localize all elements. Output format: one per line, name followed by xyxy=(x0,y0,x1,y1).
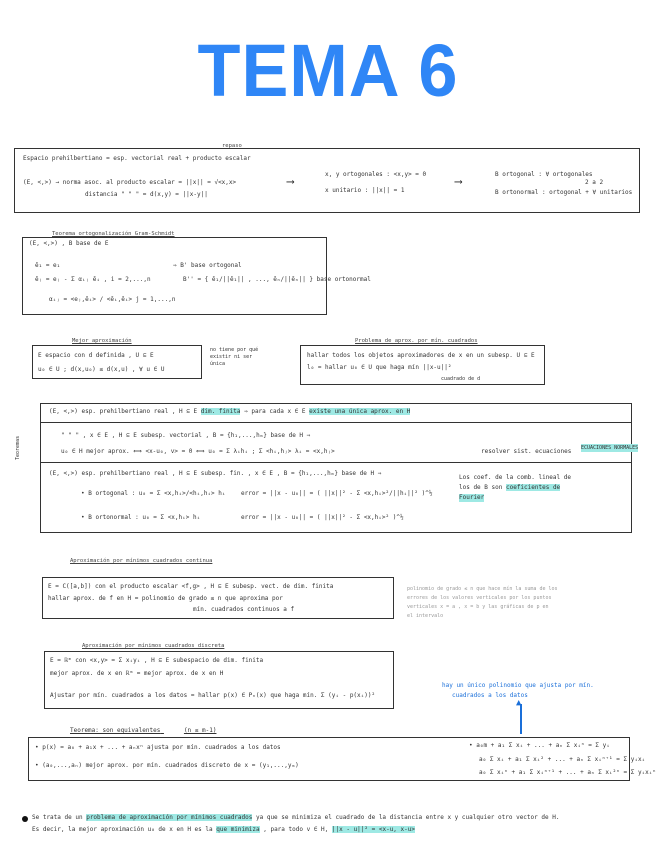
discrete-box xyxy=(44,651,394,709)
continuous-line2: hallar aprox. de f en H = polinomio de grado ≤ n que aproxima por xyxy=(48,595,283,602)
gs-result-orthonormal: B'' = { ē₁/||ē₁|| , ..., ēₙ/||ēₙ|| } base ortonormal xyxy=(183,276,371,283)
arrow-right-icon: ⟶ xyxy=(455,175,462,188)
equiv-statement-1: • p(x) = a₀ + a₁x + ... + aₙxⁿ ajusta por mín. cuadrados a los datos xyxy=(35,744,281,751)
equiv-eq-3: a₀ Σ xᵢⁿ + a₁ Σ xᵢⁿ⁺¹ + ... + aₙ Σ xᵢ²ⁿ = Σ yᵢxᵢⁿ xyxy=(479,769,656,776)
gs-step1: ē₁ = e₁ xyxy=(35,262,61,269)
fourier-note-2 xyxy=(459,484,560,492)
fourier-note-1: Los coef. de la comb. lineal de xyxy=(459,474,571,481)
least-squares-line2: l₀ = hallar u₀ ∈ U que haga mín ||x-u||² xyxy=(307,364,452,371)
equivalence-heading-sub: (n ≤ m-1) xyxy=(183,727,217,734)
gram-schmidt-box xyxy=(22,237,371,315)
thm1-dim-finite: dim. finita xyxy=(200,408,241,415)
equiv-eq-2: a₀ Σ xᵢ + a₁ Σ xᵢ² + ... + aₙ Σ xᵢⁿ⁺¹ = Σ yᵢxᵢ xyxy=(479,756,646,763)
discrete-line2: mejor aprox. de x en ℝᵐ = mejor aprox. de x en H xyxy=(50,670,224,677)
repaso-box xyxy=(14,148,640,213)
best-approx-line1: E espacio con d definida , U ⊆ E xyxy=(38,352,154,359)
continuous-side-2: errores de los valores verticales por los puntos xyxy=(407,595,552,601)
thm1-part-a: (E, <,>) esp. prehilbertiano real , H ⊆ E xyxy=(49,408,198,415)
best-approx-note: no tiene por qué existir ni ser única xyxy=(210,347,259,367)
prehilbert-definition: Espacio prehilbertiano = esp. vectorial real + producto escalar xyxy=(23,155,251,162)
bullet-icon xyxy=(22,816,28,822)
orthogonal-basis: B ortogonal : ∀ ortogonales xyxy=(495,171,593,178)
unique-poly-note-1: hay un único polinomio que ajusta por mín. xyxy=(442,682,594,689)
fourier-note-2a: los de B son xyxy=(459,484,503,491)
equivalence-heading-main: Teorema: son equivalentes xyxy=(70,727,161,734)
gs-coefficient: αᵢⱼ = <eⱼ,ēᵢ> / <ēᵢ,ēᵢ> j = 1,...,n xyxy=(49,296,176,303)
gs-step2: ēⱼ = eⱼ - Σ αᵢⱼ ēᵢ , i = 2,...,n xyxy=(35,276,151,283)
thm3-orthogonal: • B ortogonal : u₀ = Σ <x,hᵢ>/<hᵢ,hᵢ> hᵢ xyxy=(81,490,226,497)
least-squares-box xyxy=(300,345,545,385)
arrow-up-icon xyxy=(520,704,522,734)
orthogonal-definition: x, y ortogonales : <x,y> = 0 xyxy=(325,171,427,178)
least-squares-line1: hallar todos los objetos aproximadores de x en un subesp. U ⊆ E xyxy=(307,352,535,359)
discrete-heading: Aproximación por mínimos cuadrados discreta xyxy=(82,643,225,649)
theorems-side-label: Teoremas xyxy=(15,435,21,460)
orthogonal-basis-sub: 2 a 2 xyxy=(585,179,604,186)
unique-poly-note-2: cuadrados a los datos xyxy=(452,692,528,699)
continuous-side-1: polinomio de grado ≤ n que hace mín la suma de los xyxy=(407,586,558,592)
thm1-line xyxy=(49,408,410,416)
distance-definition: distancia " " " = d(x,y) = ||x-y|| xyxy=(85,191,208,198)
repaso-heading: repaso xyxy=(222,143,242,149)
fourier-word: Fourier xyxy=(459,494,485,501)
best-approx-heading: Mejor aproximación xyxy=(72,338,132,344)
footer-line2a: Es decir, la mejor aproximación u₀ de x en H es la xyxy=(32,826,213,833)
thm1-unique: existe una única aprox. en H xyxy=(309,408,411,415)
thm3-hypothesis: (E, <,>) esp. prehilbertiano real , H ⊆ E subesp. fin. , x ∈ E , B = {h₁,...,hₘ} base de H ⇒ xyxy=(49,470,382,477)
footer-post: ya que se minimiza el cuadrado de la distancia entre x y cualquier otro vector de H. xyxy=(256,814,560,821)
gram-schmidt-heading: Teorema ortogonalización Gram-Schmidt xyxy=(52,231,175,237)
footer-line2b: , para todo v ∈ H, xyxy=(263,826,329,833)
theorems-box xyxy=(40,403,639,533)
equiv-statement-2: • (a₀,...,aₙ) mejor aprox. por mín. cuadrados discreto de x = (y₁,...,yₘ) xyxy=(35,762,299,769)
thm2-solve: resolver sist. ecuaciones xyxy=(481,448,572,455)
gs-result-orthogonal: ⇒ B' base ortogonal xyxy=(173,262,242,269)
footer-line2-highlight: que minimiza xyxy=(216,826,260,833)
equiv-eq-1: • a₀m + a₁ Σ xᵢ + ... + aₙ Σ xᵢⁿ = Σ yᵢ xyxy=(469,742,610,749)
divider xyxy=(41,422,631,423)
equivalence-box xyxy=(28,737,656,781)
thm2-equivalence: u₀ ∈ H mejor aprox. ⟺ <x-u₀, v> = 0 ⟺ u₀ = Σ λᵢhᵢ ; Σ <hᵢ,hⱼ> λᵢ = <x,hⱼ> xyxy=(61,448,335,455)
page-title: TEMA 6 xyxy=(197,29,459,112)
continuous-heading: Aproximación por mínimos cuadrados continua xyxy=(70,558,213,564)
footer-highlight: problema de aproximación por mínimos cuadrados xyxy=(86,814,253,821)
arrow-right-icon: ⟶ xyxy=(287,175,294,188)
continuous-side-4: el intervalo xyxy=(407,613,444,619)
fourier-coefficients: coeficientes de xyxy=(505,484,561,491)
footer-line2 xyxy=(32,826,415,834)
footer-line2c: ||x - u||² = <x-u, x-u> xyxy=(331,826,415,833)
normal-equations: ECUACIONES NORMALES xyxy=(581,445,639,451)
least-squares-heading: Problema de aprox. por mín. cuadrados xyxy=(355,338,478,344)
thm2-hypothesis: " " " , x ∈ E , H ⊆ E subesp. vectorial , B = {h₁,...,hₘ} base de H ⇒ xyxy=(61,432,311,439)
continuous-line1: E = C([a,b]) con el producto escalar <f,g> , H ⊆ E subesp. vect. de dim. finita xyxy=(48,583,334,590)
continuous-side-3: verticales x = a , x = b y las gráficas de p en xyxy=(407,604,549,610)
thm3-orthonormal: • B ortonormal : u₀ = Σ <x,hᵢ> hᵢ xyxy=(81,514,201,521)
thm3-orthonormal-error: error = ||x - u₀|| = ( ||x||² - Σ <x,hᵢ>² )^½ xyxy=(241,514,404,521)
gs-hypothesis: (E, <,>) , B base de E xyxy=(29,240,109,247)
footer-line1 xyxy=(32,814,559,822)
unit-definition: x unitario : ||x|| = 1 xyxy=(325,187,405,194)
best-approx-box xyxy=(32,345,202,379)
continuous-line3: mín. cuadrados continuos a f xyxy=(193,606,295,613)
least-squares-note: cuadrado de d xyxy=(441,376,481,382)
footer-pre: Se trata de un xyxy=(32,814,83,821)
equivalence-heading xyxy=(70,727,216,735)
orthonormal-basis: B ortonormal : ortogonal + ∀ unitarios xyxy=(495,189,633,196)
continuous-box xyxy=(42,577,394,619)
arrow-up-icon: ▲ xyxy=(516,698,522,708)
discrete-line3: Ajustar por mín. cuadrados a los datos = hallar p(x) ∈ Pₙ(x) que haga mín. Σ (yᵢ - p(xᵢ))² xyxy=(50,692,376,699)
thm3-orthogonal-error: error = ||x - u₀|| = ( ||x||² - Σ <x,hᵢ>²/||hᵢ||² )^½ xyxy=(241,490,433,497)
divider xyxy=(41,462,631,463)
discrete-line1: E = ℝᵐ con <x,y> = Σ xᵢyᵢ , H ⊆ E subespacio de dim. finita xyxy=(50,657,264,664)
thm1-part-c: ⇒ para cada x ∈ E xyxy=(244,408,306,415)
best-approx-line2: u₀ ∈ U ; d(x,u₀) ≤ d(x,u) , ∀ u ∈ U xyxy=(38,366,165,373)
norm-definition: (E, <,>) → norma asoc. al producto escalar = ||x|| = √<x,x> xyxy=(23,179,237,186)
